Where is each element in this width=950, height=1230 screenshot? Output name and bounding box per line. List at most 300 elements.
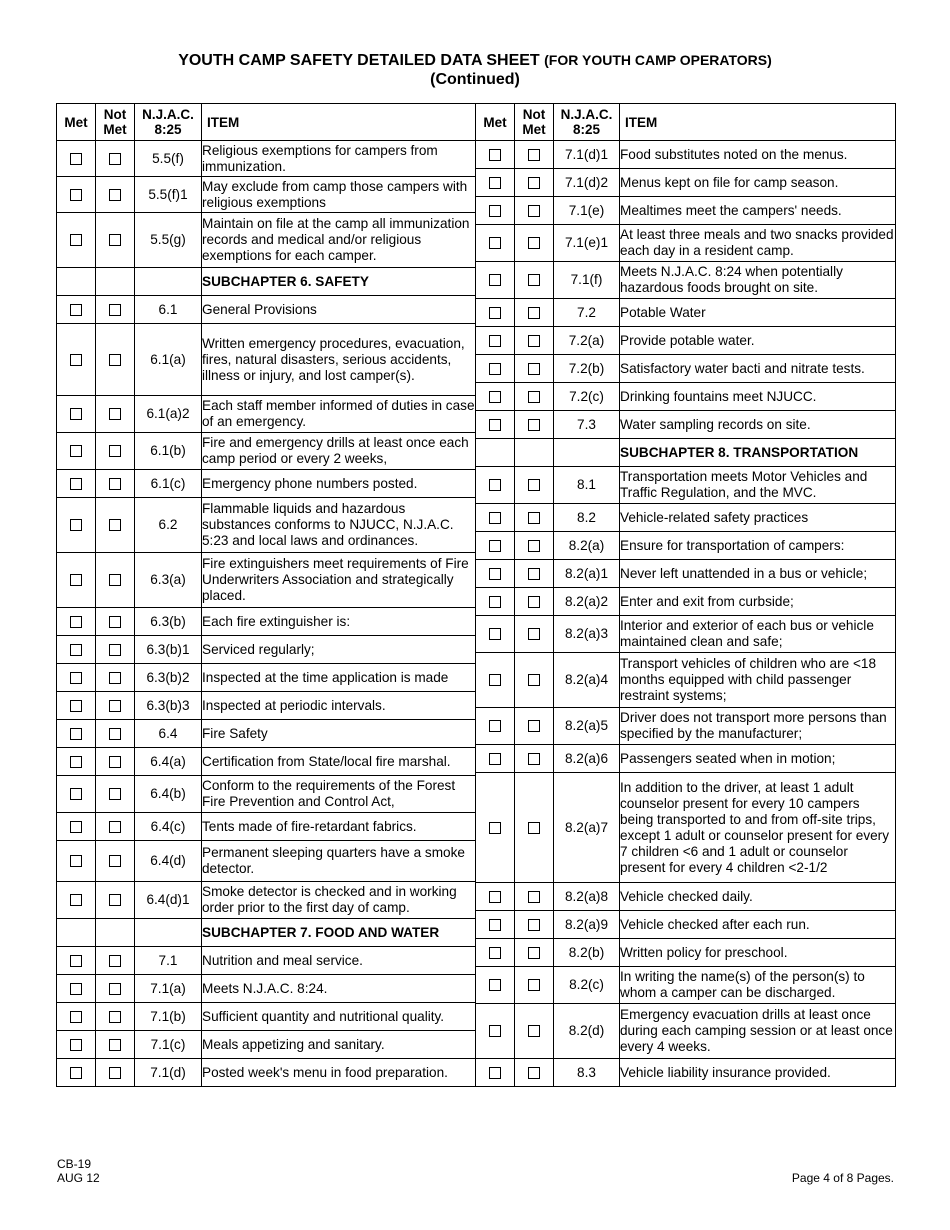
not-met-checkbox[interactable] [528,628,540,640]
checklist-row [57,213,476,268]
left-checklist-table [56,103,476,1087]
not-met-cell[interactable] [515,532,554,560]
met-checkbox[interactable] [489,335,501,347]
met-cell[interactable] [476,197,515,225]
checklist-row [57,882,476,919]
not-met-checkbox[interactable] [528,419,540,431]
checklist-row [476,504,896,532]
item-cell: Tents made of fire-retardant fabrics. [202,813,476,841]
code-cell: 7.2(b) [554,355,620,383]
not-met-cell[interactable] [515,653,554,708]
not-met-checkbox[interactable] [528,363,540,375]
right-table-body [476,141,896,1087]
title-continued: (Continued) [430,71,520,88]
met-checkbox[interactable] [489,947,501,959]
checklist-row [57,1031,476,1059]
met-checkbox[interactable] [489,979,501,991]
met-checkbox[interactable] [489,363,501,375]
item-cell: Nutrition and meal service. [202,947,476,975]
met-cell[interactable] [476,967,515,1004]
met-checkbox[interactable] [70,574,82,586]
code-cell: 7.1(b) [135,1003,202,1031]
item-cell: Vehicle liability insurance provided. [620,1059,896,1087]
met-checkbox[interactable] [70,955,82,967]
code-cell: 8.2(b) [554,939,620,967]
header-row [57,104,476,141]
met-cell[interactable] [57,664,96,692]
not-met-checkbox[interactable] [528,479,540,491]
not-met-cell[interactable] [515,883,554,911]
not-met-checkbox[interactable] [109,304,121,316]
not-met-checkbox[interactable] [528,919,540,931]
met-checkbox[interactable] [70,821,82,833]
met-checkbox[interactable] [70,756,82,768]
met-checkbox[interactable] [70,1011,82,1023]
form-date: AUG 12 [57,1171,100,1185]
not-met-cell[interactable] [515,169,554,197]
not-met-cell[interactable] [96,776,135,813]
not-met-checkbox[interactable] [109,616,121,628]
code-cell: 6.3(b)3 [135,692,202,720]
checklist-row [476,967,896,1004]
not-met-cell[interactable] [515,588,554,616]
not-met-cell[interactable] [515,411,554,439]
checklist-row [57,470,476,498]
not-met-checkbox[interactable] [109,700,121,712]
checklist-row [476,708,896,745]
not-met-checkbox[interactable] [109,354,121,366]
not-met-checkbox[interactable] [109,153,121,165]
met-cell[interactable] [476,355,515,383]
item-cell: Fire and emergency drills at least once each camp period or every 2 weeks, [202,433,476,470]
met-cell[interactable] [476,532,515,560]
checklist-row [57,498,476,553]
not-met-cell[interactable] [96,1003,135,1031]
code-cell: 7.2 [554,299,620,327]
met-checkbox[interactable] [489,274,501,286]
not-met-cell[interactable] [515,745,554,773]
item-cell: Meets N.J.A.C. 8:24. [202,975,476,1003]
not-met-cell[interactable] [96,470,135,498]
code-cell: 7.1(d)1 [554,141,620,169]
checklist-row [57,296,476,324]
met-checkbox[interactable] [70,153,82,165]
not-met-cell[interactable] [96,947,135,975]
not-met-checkbox[interactable] [528,335,540,347]
met-checkbox[interactable] [70,672,82,684]
not-met-cell[interactable] [515,299,554,327]
met-cell[interactable] [476,299,515,327]
not-met-cell[interactable] [96,296,135,324]
item-cell: Each fire extinguisher is: [202,608,476,636]
not-met-cell[interactable] [96,324,135,396]
code-cell: 7.2(a) [554,327,620,355]
not-met-checkbox[interactable] [109,788,121,800]
met-cell[interactable] [476,560,515,588]
met-checkbox[interactable] [70,788,82,800]
code-cell: 6.1(a) [135,324,202,396]
not-met-checkbox[interactable] [528,568,540,580]
met-cell[interactable] [57,947,96,975]
not-met-cell[interactable] [515,197,554,225]
code-cell: 7.1(c) [135,1031,202,1059]
met-cell[interactable] [57,692,96,720]
not-met-checkbox[interactable] [109,189,121,201]
not-met-cell[interactable] [515,262,554,299]
item-cell: Written emergency procedures, evacuation, fires, natural disasters, serious accidents, illness or injury, and lost camper(s). [202,324,476,396]
met-cell[interactable] [57,498,96,553]
code-cell: 8.2(a)5 [554,708,620,745]
not-met-cell[interactable] [96,396,135,433]
met-checkbox[interactable] [70,1067,82,1079]
met-checkbox[interactable] [70,234,82,246]
code-cell: 5.5(f) [135,141,202,177]
not-met-checkbox[interactable] [109,445,121,457]
not-met-checkbox[interactable] [528,149,540,161]
checklist-row [57,396,476,433]
not-met-cell[interactable] [515,708,554,745]
met-cell[interactable] [57,813,96,841]
code-cell: 6.4(b) [135,776,202,813]
checklist-row [57,975,476,1003]
not-met-checkbox[interactable] [109,1067,121,1079]
checklist-row [476,883,896,911]
not-met-cell[interactable] [515,383,554,411]
not-met-checkbox[interactable] [109,894,121,906]
not-met-checkbox[interactable] [528,540,540,552]
checklist-row [476,560,896,588]
met-checkbox[interactable] [489,419,501,431]
not-met-cell [96,919,135,947]
met-cell[interactable] [57,720,96,748]
not-met-cell[interactable] [96,975,135,1003]
met-checkbox[interactable] [489,149,501,161]
item-cell: Fire Safety [202,720,476,748]
met-checkbox[interactable] [70,616,82,628]
not-met-checkbox[interactable] [528,512,540,524]
met-checkbox[interactable] [489,628,501,640]
item-cell: Emergency phone numbers posted. [202,470,476,498]
code-cell: 6.1(b) [135,433,202,470]
not-met-checkbox[interactable] [109,519,121,531]
code-cell: 6.4(d) [135,841,202,882]
not-met-cell[interactable] [96,720,135,748]
met-checkbox[interactable] [70,478,82,490]
not-met-checkbox[interactable] [528,891,540,903]
not-met-cell[interactable] [515,773,554,883]
not-met-cell[interactable] [515,911,554,939]
code-cell: 8.1 [554,467,620,504]
not-met-cell[interactable] [96,882,135,919]
met-checkbox[interactable] [489,177,501,189]
item-cell: Vehicle-related safety practices [620,504,896,532]
met-checkbox[interactable] [489,1025,501,1037]
code-cell: 6.2 [135,498,202,553]
code-cell: 8.2(a)2 [554,588,620,616]
not-met-checkbox[interactable] [528,720,540,732]
met-cell[interactable] [57,748,96,776]
met-cell[interactable] [476,504,515,532]
code-cell: 7.3 [554,411,620,439]
met-checkbox[interactable] [489,891,501,903]
not-met-checkbox[interactable] [109,728,121,740]
not-met-cell[interactable] [96,213,135,268]
not-met-cell[interactable] [96,748,135,776]
not-met-cell[interactable] [515,1059,554,1087]
not-met-checkbox[interactable] [528,753,540,765]
code-cell: 8.2(a)1 [554,560,620,588]
met-cell[interactable] [57,608,96,636]
not-met-cell[interactable] [96,553,135,608]
met-checkbox[interactable] [489,919,501,931]
met-cell[interactable] [476,467,515,504]
met-cell[interactable] [476,383,515,411]
col-not-met-header: Not Met [515,104,554,141]
not-met-checkbox[interactable] [528,205,540,217]
not-met-cell[interactable] [96,1059,135,1087]
col-item-header: ITEM [620,104,896,141]
met-cell[interactable] [57,776,96,813]
met-checkbox[interactable] [70,700,82,712]
not-met-cell[interactable] [96,841,135,882]
met-cell[interactable] [476,911,515,939]
not-met-cell[interactable] [96,692,135,720]
met-checkbox[interactable] [70,1039,82,1051]
met-checkbox[interactable] [489,1067,501,1079]
met-checkbox[interactable] [489,307,501,319]
met-cell[interactable] [57,213,96,268]
met-checkbox[interactable] [70,189,82,201]
met-cell[interactable] [57,324,96,396]
met-checkbox[interactable] [70,983,82,995]
item-cell: Menus kept on file for camp season. [620,169,896,197]
met-cell[interactable] [476,773,515,883]
met-cell[interactable] [57,1003,96,1031]
checklist-row [57,692,476,720]
not-met-checkbox[interactable] [528,307,540,319]
met-cell[interactable] [476,262,515,299]
met-checkbox[interactable] [489,512,501,524]
title-main: YOUTH CAMP SAFETY DETAILED DATA SHEET [178,52,540,69]
code-cell: 6.3(a) [135,553,202,608]
item-cell: Water sampling records on site. [620,411,896,439]
met-checkbox[interactable] [489,596,501,608]
met-cell[interactable] [476,169,515,197]
item-cell: Certification from State/local fire marshal. [202,748,476,776]
met-checkbox[interactable] [489,720,501,732]
met-cell[interactable] [57,882,96,919]
item-cell: Permanent sleeping quarters have a smoke detector. [202,841,476,882]
not-met-checkbox[interactable] [528,947,540,959]
item-cell: Enter and exit from curbside; [620,588,896,616]
met-checkbox[interactable] [489,205,501,217]
col-code-header: N.J.A.C. 8:25 [135,104,202,141]
not-met-cell[interactable] [96,664,135,692]
not-met-checkbox[interactable] [109,821,121,833]
met-checkbox[interactable] [489,822,501,834]
not-met-cell[interactable] [96,433,135,470]
met-checkbox[interactable] [70,445,82,457]
checklist-row [57,947,476,975]
not-met-cell[interactable] [515,327,554,355]
not-met-cell[interactable] [515,141,554,169]
met-cell[interactable] [476,141,515,169]
met-checkbox[interactable] [70,354,82,366]
not-met-cell[interactable] [515,967,554,1004]
checklist-row [476,745,896,773]
not-met-checkbox[interactable] [528,177,540,189]
not-met-cell[interactable] [515,939,554,967]
not-met-cell[interactable] [96,608,135,636]
col-code-header: N.J.A.C. 8:25 [554,104,620,141]
met-checkbox[interactable] [70,728,82,740]
item-cell: Food substitutes noted on the menus. [620,141,896,169]
item-cell: Religious exemptions for campers from immunization. [202,141,476,177]
item-cell: Maintain on file at the camp all immunization records and medical and/or religious exemptions for each camper. [202,213,476,268]
checklist-row [476,355,896,383]
met-checkbox[interactable] [489,237,501,249]
met-cell[interactable] [476,1059,515,1087]
not-met-cell[interactable] [515,1004,554,1059]
item-cell: Written policy for preschool. [620,939,896,967]
met-cell[interactable] [476,327,515,355]
not-met-checkbox[interactable] [528,596,540,608]
met-checkbox[interactable] [489,753,501,765]
met-cell[interactable] [57,1059,96,1087]
met-cell[interactable] [476,653,515,708]
met-checkbox[interactable] [70,304,82,316]
met-cell[interactable] [476,883,515,911]
not-met-cell[interactable] [96,813,135,841]
checklist-row [476,532,896,560]
col-met-header: Met [57,104,96,141]
met-checkbox[interactable] [489,568,501,580]
col-met-header: Met [476,104,515,141]
met-checkbox[interactable] [489,674,501,686]
not-met-cell[interactable] [96,498,135,553]
not-met-checkbox[interactable] [528,274,540,286]
not-met-checkbox[interactable] [109,478,121,490]
item-cell: Transportation meets Motor Vehicles and Traffic Regulation, and the MVC. [620,467,896,504]
not-met-checkbox[interactable] [109,408,121,420]
met-cell[interactable] [476,411,515,439]
met-cell[interactable] [476,225,515,262]
item-cell: Mealtimes meet the campers' needs. [620,197,896,225]
section-row [57,919,476,947]
met-checkbox[interactable] [70,644,82,656]
met-checkbox[interactable] [70,519,82,531]
met-checkbox[interactable] [489,391,501,403]
not-met-checkbox[interactable] [528,822,540,834]
met-checkbox[interactable] [489,540,501,552]
code-cell: 8.2(d) [554,1004,620,1059]
not-met-checkbox[interactable] [528,1025,540,1037]
code-cell: 6.1 [135,296,202,324]
code-cell: 5.5(g) [135,213,202,268]
met-cell[interactable] [476,1004,515,1059]
item-cell: Meals appetizing and sanitary. [202,1031,476,1059]
met-cell[interactable] [476,588,515,616]
not-met-cell[interactable] [515,560,554,588]
met-cell[interactable] [57,841,96,882]
met-cell[interactable] [57,296,96,324]
met-cell[interactable] [476,745,515,773]
met-cell[interactable] [476,616,515,653]
met-cell[interactable] [57,141,96,177]
code-cell: 6.4(a) [135,748,202,776]
not-met-cell[interactable] [515,616,554,653]
met-checkbox[interactable] [489,479,501,491]
not-met-checkbox[interactable] [528,979,540,991]
not-met-checkbox[interactable] [109,234,121,246]
col-item-header: ITEM [202,104,476,141]
met-checkbox[interactable] [70,855,82,867]
checklist-row [476,141,896,169]
met-cell[interactable] [57,553,96,608]
not-met-checkbox[interactable] [109,983,121,995]
not-met-cell[interactable] [515,355,554,383]
met-cell[interactable] [57,1031,96,1059]
section-row [57,268,476,296]
section-heading: SUBCHAPTER 8. TRANSPORTATION [620,439,896,467]
met-cell[interactable] [57,177,96,213]
not-met-checkbox[interactable] [109,1039,121,1051]
checklist-row [57,324,476,396]
met-cell[interactable] [476,939,515,967]
not-met-checkbox[interactable] [528,391,540,403]
code-cell: 8.2(a)3 [554,616,620,653]
not-met-cell [515,439,554,467]
not-met-checkbox[interactable] [528,1067,540,1079]
met-checkbox[interactable] [70,408,82,420]
not-met-cell[interactable] [515,467,554,504]
code-cell: 5.5(f)1 [135,177,202,213]
not-met-cell[interactable] [96,636,135,664]
not-met-checkbox[interactable] [109,644,121,656]
not-met-checkbox[interactable] [109,855,121,867]
not-met-checkbox[interactable] [109,672,121,684]
met-cell[interactable] [57,636,96,664]
met-cell[interactable] [57,433,96,470]
code-cell: 8.2(c) [554,967,620,1004]
code-cell: 6.3(b)1 [135,636,202,664]
not-met-cell[interactable] [515,504,554,532]
not-met-checkbox[interactable] [109,756,121,768]
code-cell: 6.4(d)1 [135,882,202,919]
met-cell[interactable] [57,470,96,498]
item-cell: Serviced regularly; [202,636,476,664]
not-met-checkbox[interactable] [109,955,121,967]
met-cell [476,439,515,467]
not-met-cell [96,268,135,296]
not-met-cell[interactable] [96,1031,135,1059]
met-cell[interactable] [57,396,96,433]
not-met-checkbox[interactable] [109,1011,121,1023]
item-cell: Satisfactory water bacti and nitrate tests. [620,355,896,383]
met-cell[interactable] [57,975,96,1003]
not-met-cell[interactable] [96,177,135,213]
item-cell: Fire extinguishers meet requirements of Fire Underwriters Association and strategically placed. [202,553,476,608]
met-cell[interactable] [476,708,515,745]
not-met-cell[interactable] [515,225,554,262]
code-cell: 6.4 [135,720,202,748]
form-number: CB-19 [57,1157,92,1171]
not-met-cell[interactable] [96,141,135,177]
met-checkbox[interactable] [70,894,82,906]
not-met-checkbox[interactable] [109,574,121,586]
not-met-checkbox[interactable] [528,674,540,686]
not-met-checkbox[interactable] [528,237,540,249]
